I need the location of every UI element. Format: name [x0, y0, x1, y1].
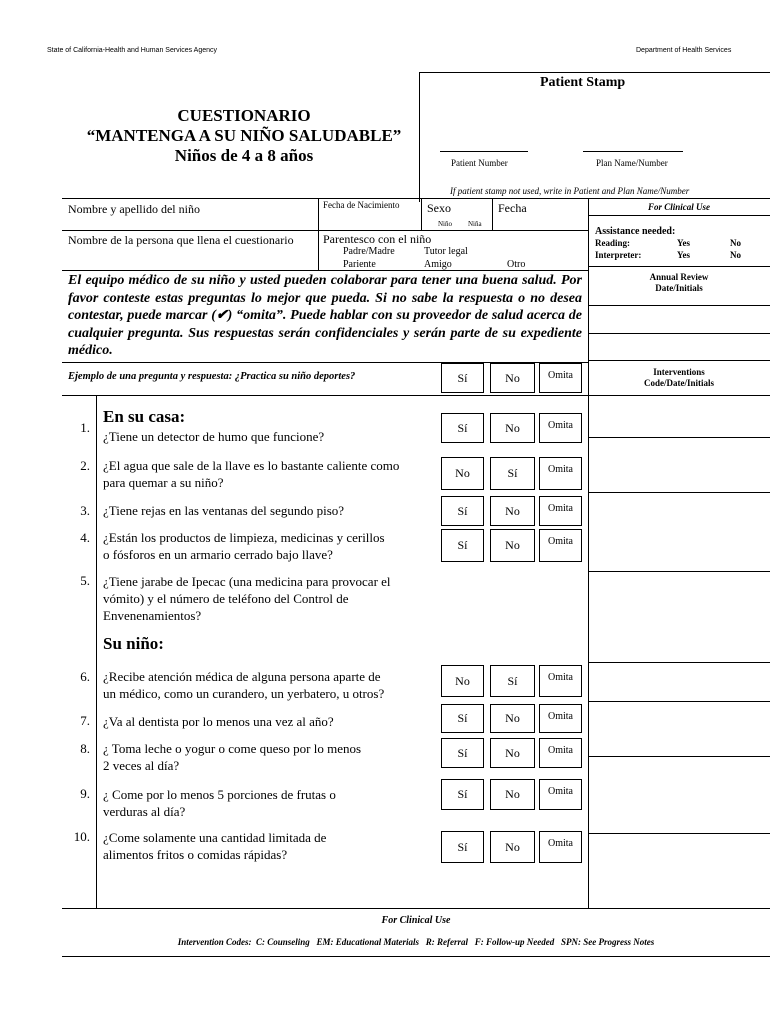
title-line-2: “MANTENGA A SU NIÑO SALUDABLE” [86, 126, 402, 145]
q3-answer-si[interactable]: Sí [441, 496, 484, 526]
respondent-label: Nombre de la persona que llena el cuestionario [68, 233, 294, 247]
agency-header: State of California-Health and Human Services Agency [47, 47, 218, 54]
question-5-text [103, 573, 391, 624]
sex-label: Sexo [427, 201, 451, 215]
question-9-text [103, 786, 336, 820]
boy-option[interactable]: Niño [438, 220, 452, 228]
question-5-line-1: ¿Tiene jarabe de Ipecac (una medicina para provocar el [103, 574, 391, 589]
question-4-text [103, 529, 385, 563]
reading-label: Reading: [595, 238, 631, 248]
question-4-number: 4. [80, 530, 90, 545]
annual-review-line-2: Date/Initials [655, 283, 703, 293]
q4-answer-si[interactable]: Sí [441, 529, 484, 562]
q8-answer-si[interactable]: Sí [441, 738, 484, 768]
q1-answer-omita[interactable]: Omita [539, 413, 582, 443]
question-8-number: 8. [80, 741, 90, 756]
q9-answer-omita[interactable]: Omita [539, 779, 582, 810]
q4-answer-omita[interactable]: Omita [539, 529, 582, 562]
example-question: Ejemplo de una pregunta y respuesta: ¿Practica su niño deportes? [68, 371, 356, 382]
question-6-line-1: ¿Recibe atención médica de alguna persona aparte de [103, 669, 381, 684]
question-8-line-1: ¿ Toma leche o yogur o come queso por lo menos [103, 741, 362, 756]
q3-answer-omita[interactable]: Omita [539, 496, 582, 526]
patient-stamp-heading: Patient Stamp [540, 75, 626, 90]
question-2-line-1: ¿El agua que sale de la llave es lo bastante caliente como [103, 458, 400, 473]
stamp-note: If patient stamp not used, write in Patient and Plan Name/Number [450, 186, 690, 196]
q10-answer-si[interactable]: Sí [441, 831, 484, 863]
question-10-number: 10. [73, 829, 90, 844]
q10-answer-no[interactable]: No [490, 831, 535, 863]
patient-number-label: Patient Number [451, 158, 508, 168]
intervention-codes: Intervention Codes: C: Counseling EM: Educational Materials R: Referral F: Follow-up Needed SPN: See Progress Notes [177, 937, 655, 947]
example-answer-si[interactable]: Sí [441, 363, 484, 393]
q2-answer-no[interactable]: No [441, 457, 484, 490]
question-2-number: 2. [80, 458, 90, 473]
intro-paragraph: El equipo médico de su niño y usted pueden colaborar para tener una buena salud. Por favor conteste estas preguntas lo mejor que pueda. Si no sabe la respuesta o no desea contestar, puede marcar (✔) “omita”. Puede hablar con su proveedor de salud acerca de cualquier pregunta. Sus respuestas serán confidenciales y serán parte de su expediente médico. [68, 273, 582, 358]
interventions-line-1: Interventions [653, 367, 705, 377]
rel-relative-option[interactable]: Pariente [343, 259, 376, 270]
birth-date-label: Fecha de Nacimiento [323, 200, 400, 210]
q8-answer-omita[interactable]: Omita [539, 738, 582, 768]
interpreter-no-option[interactable]: No [730, 250, 741, 260]
question-8-text [103, 740, 361, 774]
q9-answer-no[interactable]: No [490, 779, 535, 810]
question-3-text: ¿Tiene rejas en las ventanas del segundo piso? [103, 503, 345, 518]
question-6-line-2: un médico, como un curandero, un yerbatero, u otros? [103, 686, 385, 701]
question-4-line-2: o fósforos en un armario cerrado bajo llave? [103, 547, 333, 562]
q10-answer-omita[interactable]: Omita [539, 831, 582, 863]
question-10-line-1: ¿Come solamente una cantidad limitada de [103, 830, 327, 845]
annual-review-line-1: Annual Review [649, 272, 709, 282]
q8-answer-no[interactable]: No [490, 738, 535, 768]
child-name-label: Nombre y apellido del niño [68, 202, 200, 216]
q4-answer-no[interactable]: No [490, 529, 535, 562]
rel-guardian-option[interactable]: Tutor legal [424, 246, 468, 257]
annual-review-heading [588, 272, 770, 294]
q9-answer-si[interactable]: Sí [441, 779, 484, 810]
example-answer-omita[interactable]: Omita [539, 363, 582, 393]
relationship-label: Parentesco con el niño [323, 232, 432, 246]
question-5-line-3: Envenenamientos? [103, 608, 202, 623]
question-1-text: ¿Tiene un detector de humo que funcione? [103, 429, 325, 444]
q6-answer-si[interactable]: Sí [490, 665, 535, 697]
question-3-number: 3. [80, 503, 90, 518]
interventions-heading [588, 367, 770, 389]
q7-answer-no[interactable]: No [490, 704, 535, 733]
question-1-number: 1. [80, 420, 90, 435]
question-8-line-2: 2 veces al día? [103, 758, 180, 773]
question-6-number: 6. [80, 669, 90, 684]
interpreter-label: Interpreter: [595, 250, 642, 260]
example-answer-no[interactable]: No [490, 363, 535, 393]
department-header: Department of Health Services [636, 47, 732, 54]
section-home-heading: En su casa: [103, 407, 186, 426]
question-4-line-1: ¿Están los productos de limpieza, medicinas y cerillos [103, 530, 385, 545]
question-9-line-1: ¿ Come por lo menos 5 porciones de frutas o [103, 787, 336, 802]
reading-yes-option[interactable]: Yes [677, 238, 690, 248]
q7-answer-omita[interactable]: Omita [539, 704, 582, 733]
girl-option[interactable]: Niña [468, 220, 482, 228]
question-10-line-2: alimentos fritos o comidas rápidas? [103, 847, 288, 862]
rel-other-option[interactable]: Otro [507, 259, 526, 270]
q1-answer-si[interactable]: Sí [441, 413, 484, 443]
clinical-use-heading: For Clinical Use [647, 202, 710, 212]
q3-answer-no[interactable]: No [490, 496, 535, 526]
rel-friend-option[interactable]: Amigo [424, 259, 452, 270]
q2-answer-omita[interactable]: Omita [539, 457, 582, 490]
reading-no-option[interactable]: No [730, 238, 741, 248]
question-2-line-2: para quemar a su niño? [103, 475, 224, 490]
question-6-text [103, 668, 384, 702]
form-title [64, 106, 424, 166]
question-5-line-2: vómito) y el número de teléfono del Control de [103, 591, 349, 606]
date-label: Fecha [498, 201, 527, 215]
title-line-3: Niños de 4 a 8 años [174, 146, 314, 165]
question-2-text [103, 457, 399, 491]
interventions-line-2: Code/Date/Initials [643, 378, 714, 388]
footer-clinical-heading: For Clinical Use [381, 915, 451, 926]
question-10-text [103, 829, 326, 863]
q1-answer-no[interactable]: No [490, 413, 535, 443]
question-7-text: ¿Va al dentista por lo menos una vez al año? [103, 714, 334, 729]
title-line-1: CUESTIONARIO [177, 106, 311, 125]
plan-name-label: Plan Name/Number [596, 158, 668, 168]
q6-answer-no[interactable]: No [441, 665, 484, 697]
q7-answer-si[interactable]: Sí [441, 704, 484, 733]
q2-answer-si[interactable]: Sí [490, 457, 535, 490]
rel-parent-option[interactable]: Padre/Madre [343, 246, 395, 257]
question-5-number: 5. [80, 573, 90, 588]
question-9-number: 9. [80, 786, 90, 801]
section-child-heading: Su niño: [103, 634, 164, 653]
assistance-needed-label: Assistance needed: [595, 226, 676, 237]
q6-answer-omita[interactable]: Omita [539, 665, 582, 697]
question-7-number: 7. [80, 713, 90, 728]
question-9-line-2: verduras al día? [103, 804, 186, 819]
interpreter-yes-option[interactable]: Yes [677, 250, 690, 260]
